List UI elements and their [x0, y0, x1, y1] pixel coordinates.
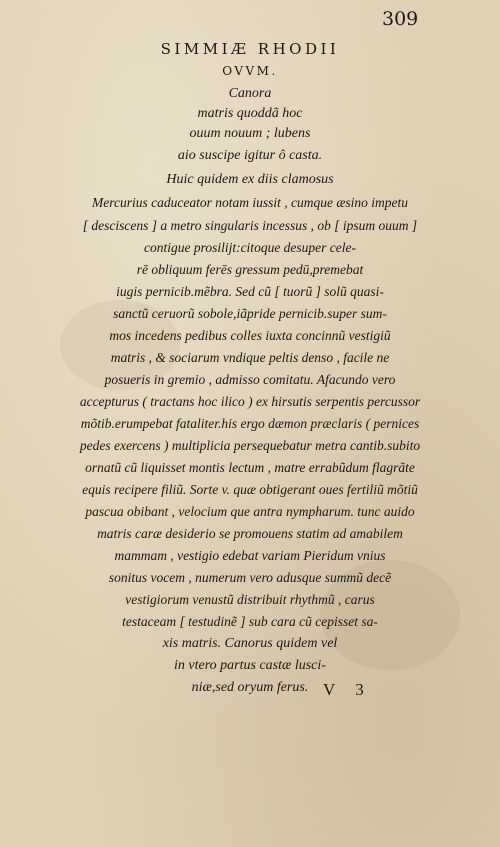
- poem-line: Mercurius caduceator notam iussit , cumque æsino impetu: [92, 195, 408, 210]
- poem-line: Huic quidem ex diis clamosus: [166, 172, 334, 187]
- poem-line: posueris in gremio , admisso comitatu. Afacundo vero: [104, 372, 396, 387]
- poem-line: sonitus vocem , numerum vero adusque summũ decẽ: [108, 570, 392, 585]
- poem-line: testaceam [ testudinẽ ] sub cara cũ cepisset sa-: [122, 614, 378, 629]
- poem-line: Canora: [228, 86, 272, 101]
- poem-line: matris , & sociarum vndique peltis denso , facile ne: [110, 350, 390, 365]
- poem-line: accepturus ( tractans hoc ilico ) ex hirsutis serpentis percussor: [79, 394, 421, 409]
- poem-title: OVVM.: [222, 64, 278, 78]
- poem-line: ornatũ cũ liquisset montis lectum , matre errabũdum flagrãte: [85, 460, 415, 475]
- poem-line: xis matris. Canorus quidem vel: [162, 636, 338, 651]
- poem-line: niæ,sed oryum ferus.: [191, 680, 309, 695]
- poem-line: mõtib.erumpebat fataliter.his ergo dæmon præclaris ( pernices: [80, 416, 420, 431]
- poem-line: [ desciscens ] a metro singularis incessus , ob [ ipsum ouum ]: [82, 218, 418, 233]
- poem-line: aio suscipe igitur ô casta.: [177, 148, 323, 163]
- poem-line: rē obliquum ferēs gressum pedū,premebat: [136, 262, 364, 277]
- poem-line: in vtero partus castæ lusci-: [174, 658, 326, 673]
- poem-line: equis recipere filiũ. Sorte v. quæ obtigerant oues fertiliũ mõtiũ: [82, 482, 418, 497]
- poem-line: contigue prosilijt:citoque desuper cele-: [143, 240, 357, 255]
- running-head: SIMMIÆ RHODII: [160, 40, 340, 58]
- poem-line: pascua obibant , velocium que antra nympharum. tunc auido: [85, 504, 415, 519]
- poem-line: mos incedens pedibus colles iuxta concinnũ vestigiũ: [109, 328, 391, 343]
- poem-line: sanctũ ceruorũ sobole,iãpride pernicib.super sum-: [113, 306, 387, 321]
- poem-line: matris caræ desiderio se promouens statim ad amabilem: [97, 526, 403, 541]
- signature-mark: V 3: [323, 680, 372, 699]
- poem-line: matris quoddã hoc: [197, 106, 303, 121]
- poem-line: iugis pernicib.mẽbra. Sed cũ [ tuorũ ] solũ quasi-: [116, 284, 384, 299]
- poem-line: mammam , vestigio edebat variam Pieridum vnius: [114, 548, 386, 563]
- poem-line: pedes exercens ) multiplicia persequebatur metra cantib.subito: [79, 438, 421, 453]
- poem-line: vestigiorum venustũ distribuit rhythmũ , carus: [125, 592, 375, 607]
- page-number: 309: [382, 8, 419, 30]
- poem-line: ouum nouum ; lubens: [189, 126, 311, 141]
